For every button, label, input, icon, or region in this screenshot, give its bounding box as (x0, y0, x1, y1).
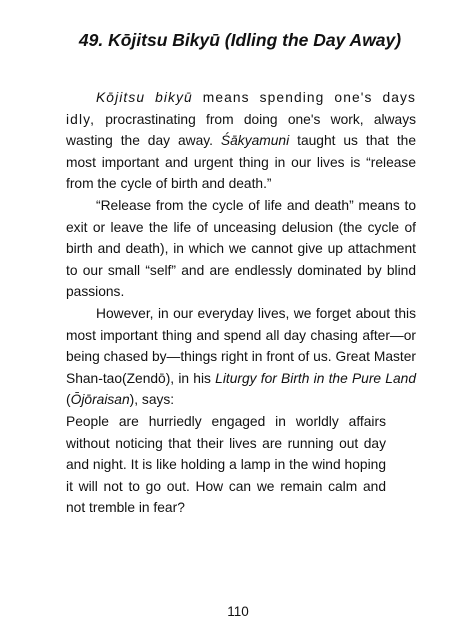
paragraph-2: “Release from the cycle of life and death” means to exit or leave the life of unceasing delusion (the cycle of birth and death), in which we cannot give up attachment to our small “self” and are endlessly dominated by blind passions. (66, 197, 416, 300)
paragraph-3-open-paren: ( (66, 392, 71, 408)
chapter-title: 49. Kōjitsu Bikyū (Idling the Day Away) (78, 30, 402, 50)
block-quote: People are hurriedly engaged in worldly affairs without noticing that their lives are running out day and night. It is like holding a lamp in the wind hoping it will not to go out. How can we remain calm and not tremble in fear? (66, 413, 386, 516)
chapter-body (66, 87, 416, 519)
paragraph-3-before-title: However, in our everyday lives, we forget about this most important thing and spend all day chasing after—or being chased by—things right in front of us. Great Master Shan-tao(Zendō), in his (66, 305, 416, 386)
name-sakyamuni: Śākyamuni (220, 133, 290, 149)
book-title: Liturgy for Birth in the Pure Land (215, 370, 417, 386)
paragraph-3 (66, 303, 416, 411)
book-original-title: Ōjōraisan (70, 392, 130, 408)
paragraph-1-line1-rest: means spending one's days idly, (66, 90, 416, 127)
page-number: 110 (227, 604, 249, 619)
paragraph-3-after-original: ), says: (129, 392, 175, 408)
paragraph-1-rest-before-name: procrastinating from doing one's work, always wasting the day away. (66, 111, 416, 149)
paragraph-1-rest-after-name: taught us that the most important and urgent thing in our lives is “release from the cycle of birth and death.” (66, 133, 416, 192)
paragraph-1 (66, 87, 416, 195)
term-kojitsu-bikyu: Kōjitsu bikyū (96, 90, 193, 105)
